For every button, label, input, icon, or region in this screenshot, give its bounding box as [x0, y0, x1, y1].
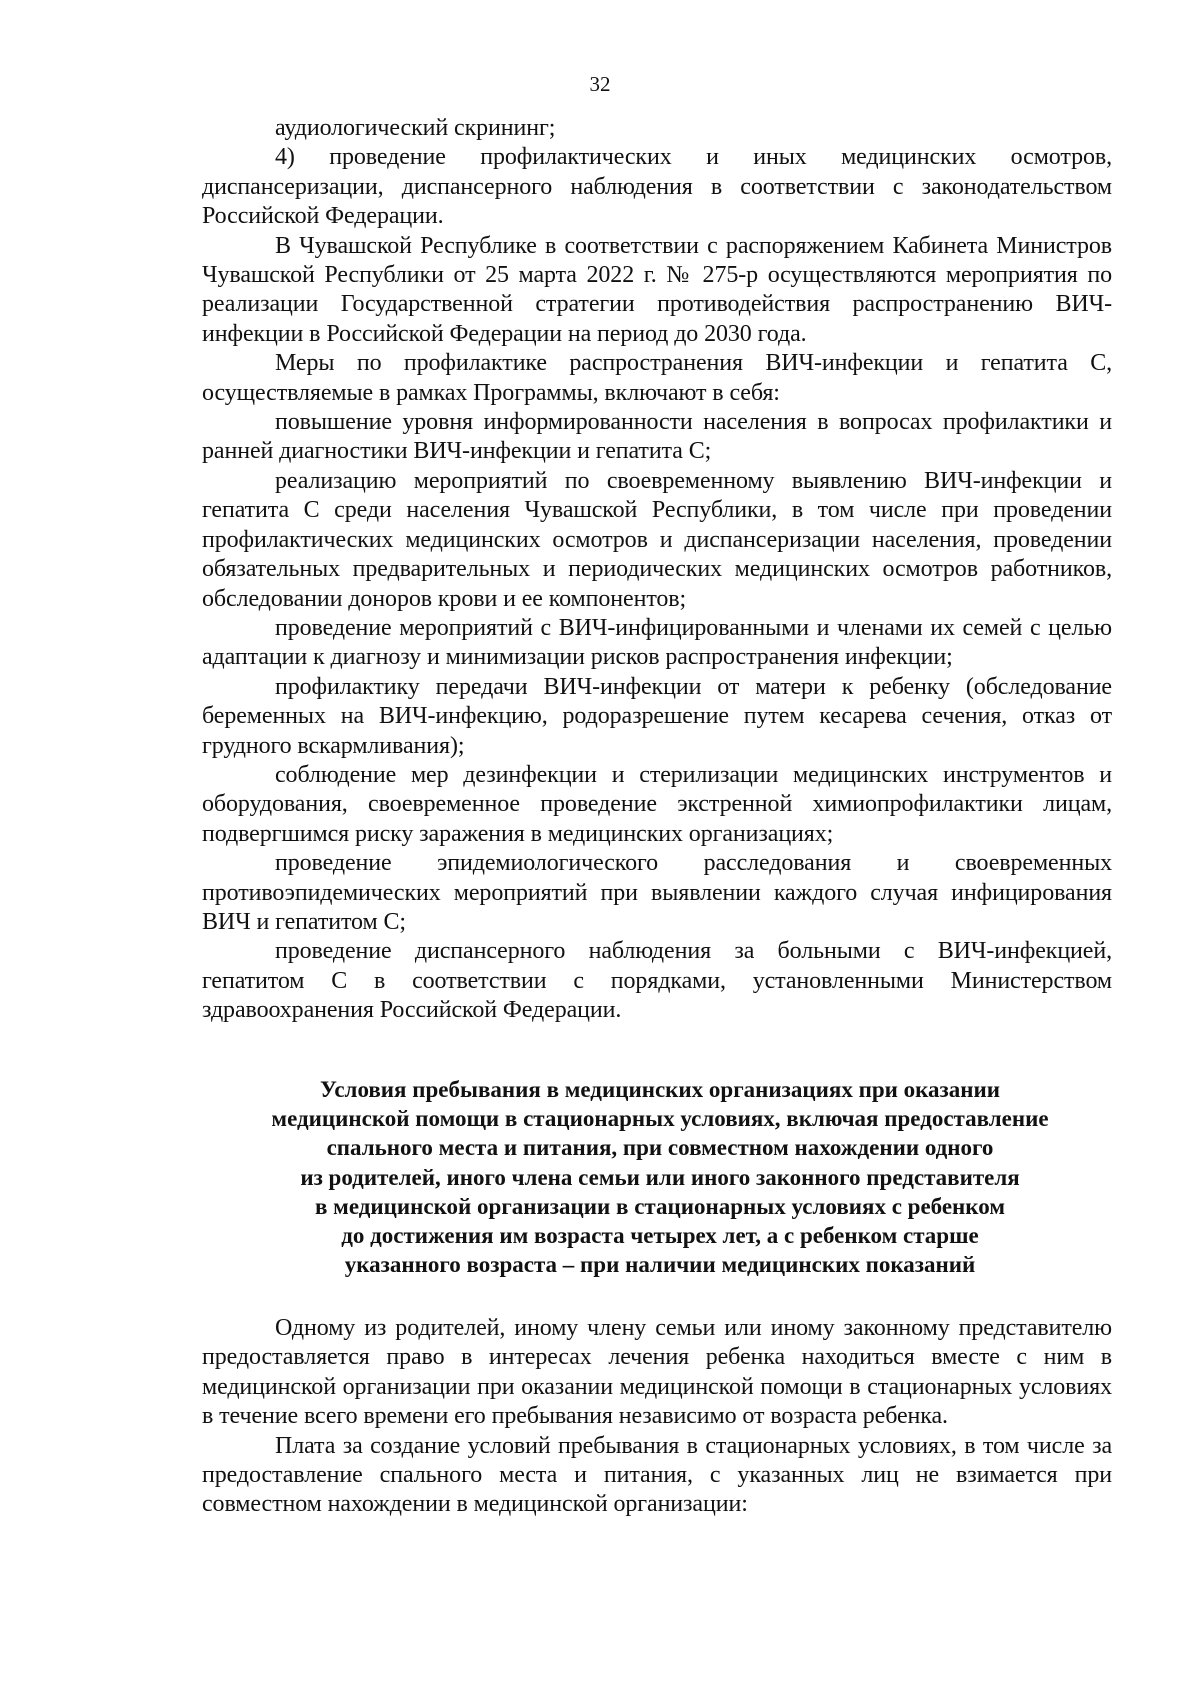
heading-line: медицинской помощи в стационарных условиях, включая предоставление: [271, 1106, 1049, 1132]
paragraph: 4) проведение профилактических и иных медицинских осмотров, диспансеризации, диспансерного наблюдения в соответствии с законодательством Российской Федерации.: [202, 144, 1112, 230]
heading-line: в медицинской организации в стационарных условиях с ребенком: [315, 1193, 1005, 1219]
body-text-bottom: [202, 1314, 1112, 1520]
page-number: 32: [589, 72, 611, 96]
section-heading: [200, 1075, 1120, 1279]
paragraph: Одному из родителей, иному члену семьи или иному законному представителю предоставляется право в интересах лечения ребенка находиться вместе с ним в медицинской организации при оказании медицинской помощи в стационарных условиях в течение всего времени его пребывания независимо от возраста ребенка.: [202, 1315, 1112, 1430]
heading-line: спального места и питания, при совместном нахождении одного: [326, 1135, 994, 1161]
paragraph: Плата за создание условий пребывания в стационарных условиях, в том числе за предоставление спального места и питания, с указанных лиц не взимается при совместном нахождении в медицинской организации:: [202, 1432, 1112, 1518]
body-text-top: [202, 114, 1112, 1026]
heading-line: до достижения им возраста четырех лет, а с ребенком старше: [341, 1223, 979, 1249]
paragraph: профилактику передачи ВИЧ-инфекции от матери к ребенку (обследование беременных на ВИЧ-инфекцию, родоразрешение путем кесарева сечения, отказ от грудного вскармливания);: [202, 673, 1112, 759]
paragraph: аудиологический скрининг;: [275, 115, 556, 141]
paragraph: соблюдение мер дезинфекции и стерилизации медицинских инструментов и оборудования, своевременное проведение экстренной химиопрофилактики лицам, подвергшимся риску заражения в медицинских организациях;: [202, 761, 1112, 847]
paragraph: В Чувашской Республике в соответствии с распоряжением Кабинета Министров Чувашской Республики от 25 марта 2022 г. № 275-р осуществляются мероприятия по реализации Государственной стратегии противодействия распространению ВИЧ-инфекции в Российской Федерации на период до 2030 года.: [202, 232, 1112, 347]
paragraph: реализацию мероприятий по своевременному выявлению ВИЧ-инфекции и гепатита С среди населения Чувашской Республики, в том числе при проведении профилактических медицинских осмотров и диспансеризации населения, проведении обязательных предварительных и периодических медицинских осмотров работников, обследовании доноров крови и ее компонентов;: [202, 467, 1112, 612]
paragraph: проведение эпидемиологического расследования и своевременных противоэпидемических мероприятий при выявлении каждого случая инфицирования ВИЧ и гепатитом С;: [202, 850, 1112, 935]
paragraph: повышение уровня информированности населения в вопросах профилактики и ранней диагностики ВИЧ-инфекции и гепатита С;: [202, 409, 1112, 465]
paragraph: Меры по профилактике распространения ВИЧ-инфекции и гепатита С, осуществляемые в рамках Программы, включают в себя:: [202, 350, 1112, 406]
paragraph: проведение диспансерного наблюдения за больными с ВИЧ-инфекцией, гепатитом С в соответствии с порядками, установленными Министерством здравоохранения Российской Федерации.: [202, 938, 1112, 1024]
heading-line: Условия пребывания в медицинских организациях при оказании: [319, 1077, 1001, 1102]
heading-line: из родителей, иного члена семьи или иного законного представителя: [300, 1164, 1020, 1190]
heading-line: указанного возраста – при наличии медицинских показаний: [344, 1252, 976, 1278]
paragraph: проведение мероприятий с ВИЧ-инфицированными и членами их семей с целью адаптации к диагнозу и минимизации рисков распространения инфекции;: [202, 614, 1112, 671]
